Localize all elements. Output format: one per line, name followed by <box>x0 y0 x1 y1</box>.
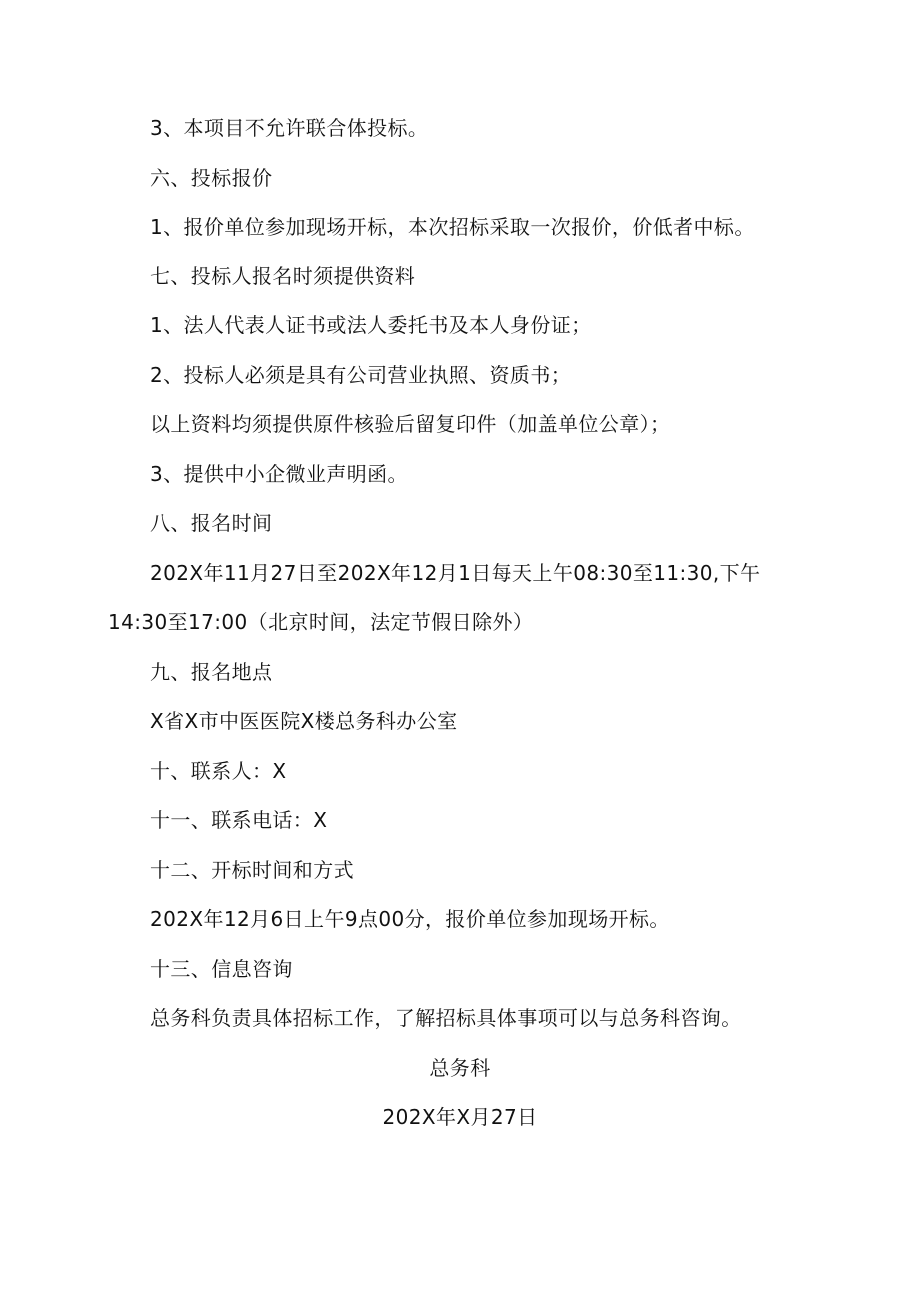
contact-person: 十、联系人：X <box>150 759 287 783</box>
clause-bid-price-rule: 1、报价单位参加现场开标，本次招标采取一次报价，价低者中标。 <box>150 215 755 239</box>
section-heading-registration-time: 八、报名时间 <box>150 511 273 535</box>
registration-time-line-2: 14:30至17:00（北京时间，法定节假日除外） <box>108 610 534 634</box>
inquiry-details: 总务科负责具体招标工作，了解招标具体事项可以与总务科咨询。 <box>150 1006 742 1030</box>
registration-location: X省X市中医医院X楼总务科办公室 <box>150 709 458 733</box>
section-heading-registration-location: 九、报名地点 <box>150 660 273 684</box>
clause-business-license: 2、投标人必须是具有公司营业执照、资质书； <box>150 363 572 387</box>
section-heading-inquiry: 十三、信息咨询 <box>150 957 293 981</box>
bid-opening-details: 202X年12月6日上午9点00分，报价单位参加现场开标。 <box>150 907 670 931</box>
clause-sme-statement: 3、提供中小企微业声明函。 <box>150 462 408 486</box>
clause-no-joint-bid: 3、本项目不允许联合体投标。 <box>150 116 429 140</box>
clause-legal-representative: 1、法人代表人证书或法人委托书及本人身份证； <box>150 313 592 337</box>
section-heading-required-documents: 七、投标人报名时须提供资料 <box>150 264 416 288</box>
section-heading-bid-price: 六、投标报价 <box>150 166 273 190</box>
section-heading-bid-opening: 十二、开标时间和方式 <box>150 858 354 882</box>
clause-original-verification: 以上资料均须提供原件核验后留复印件（加盖单位公章）； <box>150 412 671 436</box>
registration-time-line-1: 202X年11月27日至202X年12月1日每天上午08:30至11:30,下午 <box>150 561 761 585</box>
signature-department: 总务科 <box>429 1056 491 1080</box>
signature-date: 202X年X月27日 <box>382 1105 538 1129</box>
contact-phone: 十一、联系电话：X <box>150 808 328 832</box>
